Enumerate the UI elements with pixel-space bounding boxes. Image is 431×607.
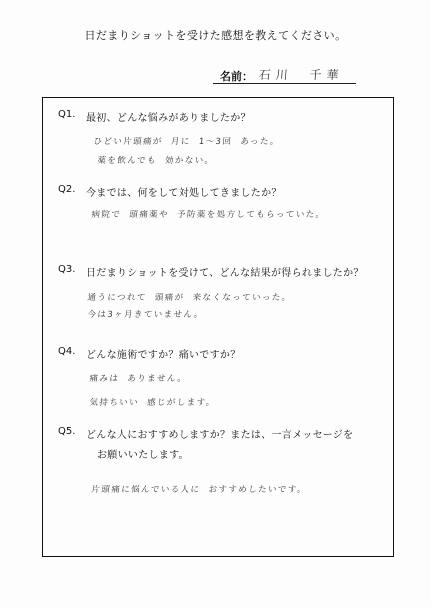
question-text: 今までは、何をして対処してきましたか？: [86, 188, 282, 199]
name-label: 名前：: [220, 70, 253, 83]
answer-line: ひどい片頭痛が 月に 1〜3回 あった。: [93, 137, 281, 147]
question-5: [43, 426, 393, 506]
answer-line: 通うにつれて 頭痛が 来なくなっていった。: [87, 293, 293, 303]
question-number: Q2.: [58, 184, 76, 195]
question-text: どんな人におすすめしますか？または、一言メッセージを: [86, 430, 354, 441]
question-text-continued: お願いいたします。: [97, 450, 189, 461]
question-3: [43, 264, 393, 344]
question-text: どんな施術ですか？痛いですか？: [86, 350, 241, 361]
answer-line: 薬を飲んでも 効かない。: [97, 156, 215, 166]
question-number: Q4.: [58, 346, 76, 357]
question-number: Q5.: [58, 426, 76, 437]
name-row: [213, 66, 356, 84]
question-text: 日だまりショットを受けて、どんな結果が得られましたか？: [86, 268, 364, 279]
questions-box: [42, 97, 394, 557]
question-1: [43, 109, 393, 189]
answer-line: 片頭痛に悩んでいる人に おすすめしたいです。: [91, 485, 308, 495]
question-number: Q1.: [58, 109, 76, 120]
name-value: 石川 千華: [258, 68, 345, 82]
page-title: 日だまりショットを受けた感想を教えてください。: [84, 29, 347, 42]
question-2: [43, 184, 393, 264]
answer-line: 痛みは ありません。: [89, 374, 188, 384]
answer-line: 今は3ヶ月きていません。: [87, 310, 205, 320]
question-number: Q3.: [58, 264, 76, 275]
question-4: [43, 346, 393, 426]
answer-line: 気持ちいい 感じがします。: [89, 398, 217, 408]
answer-line: 病院で 頭痛薬や 予防薬を処方してもらっていた。: [91, 210, 326, 220]
question-text: 最初、どんな悩みがありましたか？: [86, 113, 251, 124]
